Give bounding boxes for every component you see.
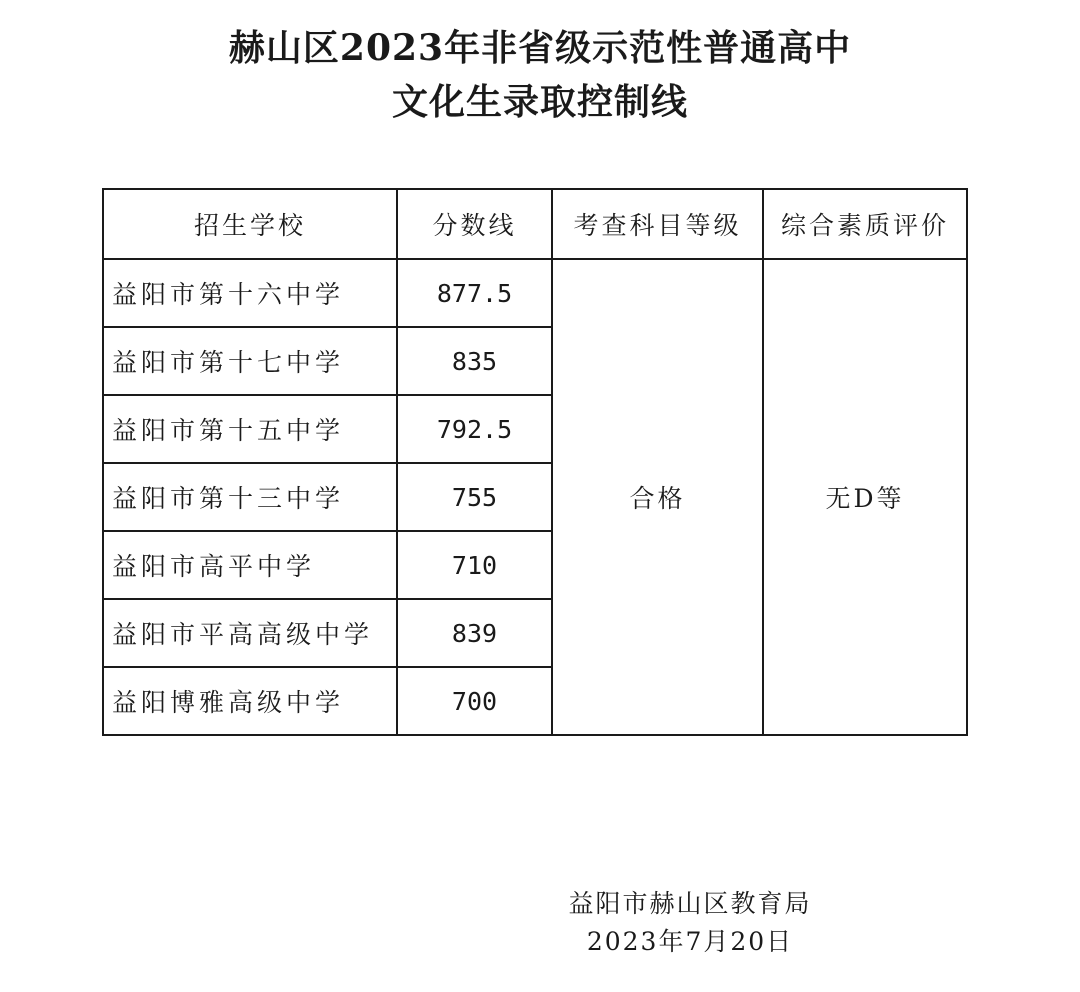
school-name: 益阳博雅高级中学 [103,667,397,735]
document-title-line-2: 文化生录取控制线 [391,81,688,123]
document-title-line-1: 赫山区2023年非省级示范性普通高中 [228,27,852,69]
score-line: 792.5 [397,395,552,463]
score-line: 710 [397,531,552,599]
header-quality-eval: 综合素质评价 [763,189,967,259]
score-line: 839 [397,599,552,667]
school-name: 益阳市第十五中学 [103,395,397,463]
quality-eval-cell: 无D等 [763,259,967,735]
issuer-name: 益阳市赫山区教育局 [568,889,812,918]
subject-level-cell: 合格 [552,259,763,735]
score-line: 700 [397,667,552,735]
school-name: 益阳市高平中学 [103,531,397,599]
score-line: 877.5 [397,259,552,327]
table-row [103,259,967,327]
header-school: 招生学校 [103,189,397,259]
score-line: 755 [397,463,552,531]
issue-date: 2023年7月20日 [586,927,794,956]
school-name: 益阳市平高高级中学 [103,599,397,667]
school-name: 益阳市第十三中学 [103,463,397,531]
admission-score-table [102,188,968,736]
header-subject-level: 考查科目等级 [552,189,763,259]
score-line: 835 [397,327,552,395]
table-header-row [103,189,967,259]
school-name: 益阳市第十六中学 [103,259,397,327]
school-name: 益阳市第十七中学 [103,327,397,395]
header-score: 分数线 [397,189,552,259]
